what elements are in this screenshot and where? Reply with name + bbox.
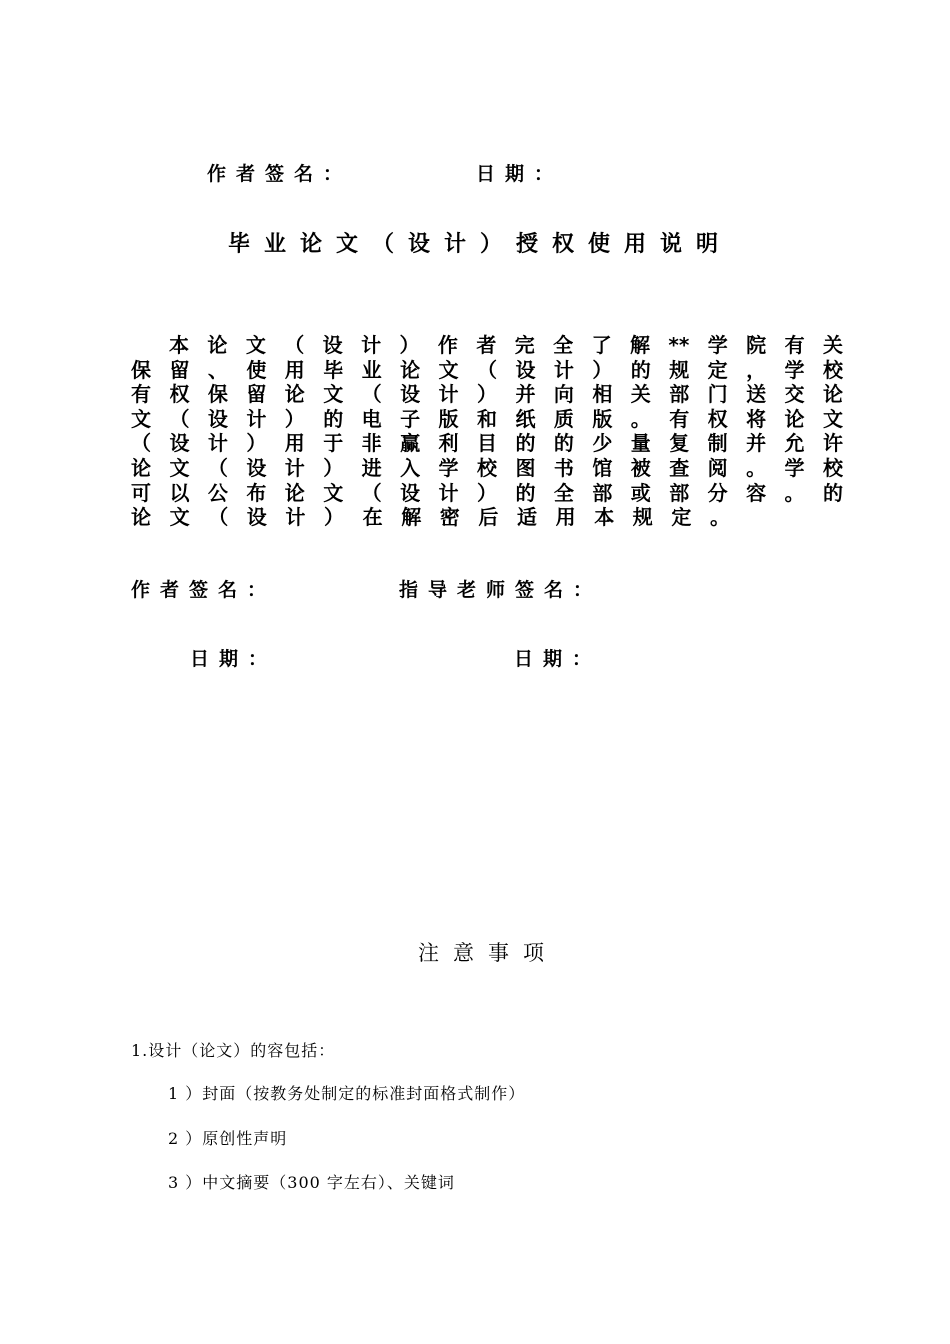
notes-item: 2 ）原创性声明	[168, 1129, 288, 1148]
advisor-date-label: 日期：	[514, 648, 602, 670]
body-line: （设计）用于非赢利目的的少量复制并允许	[131, 431, 843, 456]
body-line: 保留、使用毕业论文（设计）的规定，学校	[131, 357, 843, 382]
notes-title: 注意事项	[418, 941, 558, 965]
body-line: 文（设计）的电子版和纸质版。有权将论文	[131, 406, 843, 431]
body-line: 有权保留论文（设计）并向相关部门送交论	[131, 382, 843, 407]
notes-item: 3 ）中文摘要（300 字左右）、关键词	[168, 1173, 455, 1192]
declaration-date-label: 日期：	[476, 163, 564, 185]
notes-item: 1 ）封面（按教务处制定的标准封面格式制作）	[168, 1084, 526, 1103]
body-line: 本论文（设计）作者完全了解**学院有关	[169, 333, 843, 357]
advisor-sign-label: 指导老师签名：	[399, 579, 603, 601]
author-sign-label: 作者签名：	[131, 579, 277, 601]
declaration-author-label: 作者签名：	[207, 163, 353, 185]
body-line: 可以公布论文（设计）的全部或部分容。的	[131, 480, 843, 505]
body-line: 论文（设计）在解密后适用本规定。	[131, 505, 749, 530]
notes-intro: 1.设计（论文）的容包括：	[131, 1041, 336, 1060]
body-line: 论文（设计）进入学校图书馆被查阅。学校	[131, 455, 843, 480]
authorization-body	[131, 333, 843, 530]
author-date-label: 日期：	[190, 648, 278, 670]
authorization-title: 毕业论文（设计）授权使用说明	[228, 232, 733, 257]
